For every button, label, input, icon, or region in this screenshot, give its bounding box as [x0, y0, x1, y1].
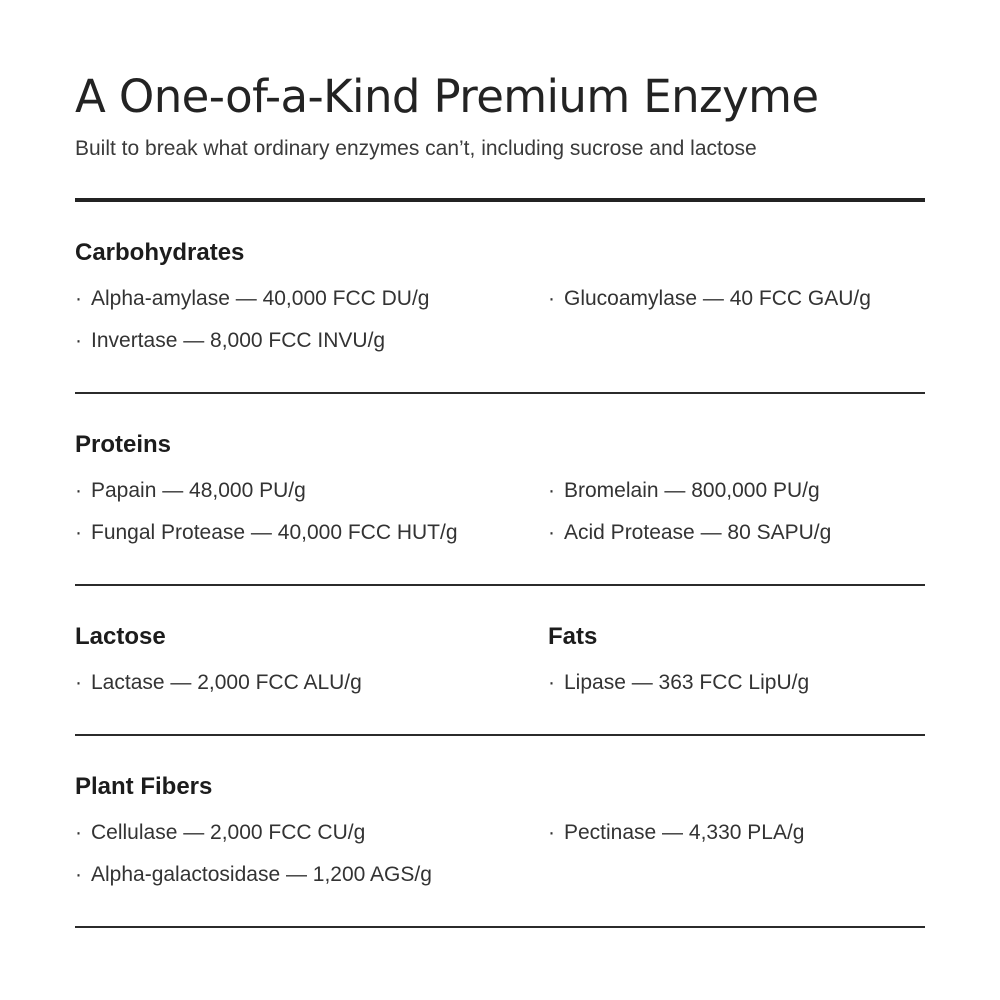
item-list-right — [548, 286, 925, 312]
section-heading-lactose: Lactose — [75, 623, 166, 650]
item-list-left — [75, 286, 548, 354]
bullet-icon: · — [75, 329, 82, 352]
item-list-right — [548, 478, 925, 546]
section-lactose-fats — [75, 586, 925, 736]
columns — [75, 478, 925, 546]
item-text: Lipase — 363 FCC LipU/g — [564, 671, 810, 694]
bullet-icon: · — [75, 521, 82, 544]
bullet-icon: · — [548, 821, 555, 844]
columns — [75, 820, 925, 888]
item-text: Invertase — 8,000 FCC INVU/g — [91, 329, 386, 352]
bullet-icon: · — [548, 521, 555, 544]
bullet-icon: · — [75, 671, 82, 694]
columns — [75, 622, 925, 696]
bullet-icon: · — [75, 479, 82, 502]
page-header — [75, 70, 925, 162]
list-item — [75, 820, 548, 846]
subsection-lactose — [75, 622, 548, 696]
section-heading-carbohydrates: Carbohydrates — [75, 239, 245, 266]
bullet-icon: · — [75, 821, 82, 844]
list-item — [75, 328, 548, 354]
page-subtitle: Built to break what ordinary enzymes can’t, including sucrose and lactose — [75, 137, 757, 160]
item-text: Alpha-galactosidase — 1,200 AGS/g — [91, 863, 432, 886]
page-title: A One-of-a-Kind Premium Enzyme — [75, 70, 819, 123]
section-heading-plant-fibers: Plant Fibers — [75, 773, 213, 800]
list-item — [75, 286, 548, 312]
item-text: Glucoamylase — 40 FCC GAU/g — [564, 287, 871, 310]
section-heading-fats: Fats — [548, 623, 598, 650]
bullet-icon: · — [75, 287, 82, 310]
bullet-icon: · — [548, 479, 555, 502]
item-text: Acid Protease — 80 SAPU/g — [564, 521, 832, 544]
list-item — [548, 820, 925, 846]
item-list-right — [548, 670, 925, 696]
item-text: Fungal Protease — 40,000 FCC HUT/g — [91, 521, 458, 544]
list-item — [75, 520, 548, 546]
item-text: Cellulase — 2,000 FCC CU/g — [91, 821, 366, 844]
section-carbohydrates — [75, 202, 925, 394]
section-proteins — [75, 394, 925, 586]
list-item — [548, 520, 925, 546]
section-plant-fibers — [75, 736, 925, 928]
item-text: Lactase — 2,000 FCC ALU/g — [91, 671, 362, 694]
subsection-fats — [548, 622, 925, 696]
item-list-right — [548, 820, 925, 846]
item-text: Bromelain — 800,000 PU/g — [564, 479, 820, 502]
item-text: Papain — 48,000 PU/g — [91, 479, 306, 502]
bullet-icon: · — [548, 287, 555, 310]
section-heading-proteins: Proteins — [75, 431, 172, 458]
list-item — [548, 286, 925, 312]
item-list-left — [75, 820, 548, 888]
list-item — [75, 478, 548, 504]
bullet-icon: · — [75, 863, 82, 886]
list-item — [75, 670, 548, 696]
item-text: Pectinase — 4,330 PLA/g — [564, 821, 805, 844]
list-item — [548, 478, 925, 504]
list-item — [548, 670, 925, 696]
item-text: Alpha-amylase — 40,000 FCC DU/g — [91, 287, 430, 310]
item-list-left — [75, 478, 548, 546]
columns — [75, 286, 925, 354]
bullet-icon: · — [548, 671, 555, 694]
list-item — [75, 862, 548, 888]
item-list-left — [75, 670, 548, 696]
